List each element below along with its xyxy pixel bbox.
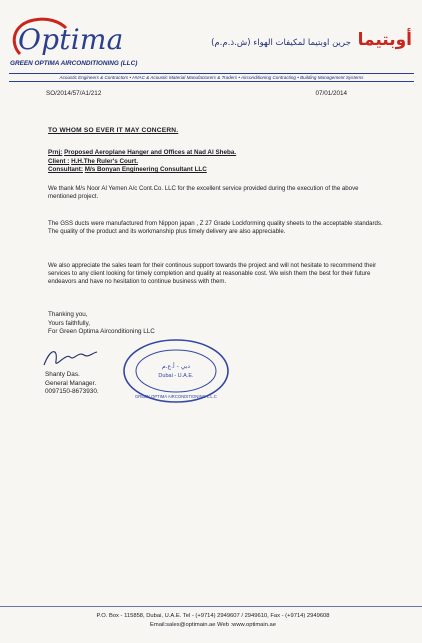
project-value: Proposed Aeroplane Hanger and Offices at Nad Al Sheba. xyxy=(64,149,237,156)
footer-divider xyxy=(0,606,422,607)
letter-footer xyxy=(48,612,378,629)
svg-text:GREEN OPTIMA AIRCONDITIONING L: GREEN OPTIMA AIRCONDITIONING L.L.C xyxy=(135,394,217,399)
project-label: Prnj: xyxy=(48,149,63,156)
company-name-arabic-text: جرين اوبتيما لمكيفات الهواء (ش.ذ.م.م) xyxy=(211,38,351,48)
signer-block xyxy=(45,371,99,397)
paragraph-quality: The GSS ducts were manufactured from Nippon japan , Z 27 Grade Lockforming quality sheets to the acceptable standards. The quality of the product and its workmanship plus timely delivery are also appreciable. xyxy=(48,220,383,235)
client-label: Client : xyxy=(48,157,70,165)
closing-company: For Green Optima Airconditioning LLC xyxy=(48,328,155,335)
project-details xyxy=(48,149,236,175)
company-stamp xyxy=(121,337,231,405)
services-strip: Acoustic Engineers & Contractors • HVAC & Acoustic Material Manufacturers & Traders • Airconditioning Contracting • Building Management Systems xyxy=(9,73,414,82)
signer-phone: 0097150-8673930. xyxy=(45,388,99,395)
handwritten-signature xyxy=(40,343,100,373)
consultant-value: M/s Bonyan Engineering Consultant LLC xyxy=(84,166,207,173)
project-line xyxy=(48,149,236,158)
signer-name: Shanty Das. xyxy=(45,371,80,378)
letter-date: 07/01/2014 xyxy=(315,90,347,97)
signer-title: General Manager. xyxy=(45,379,97,387)
footer-contact: Email:sales@optimain.ae Web :www.optimain.ae xyxy=(150,621,276,628)
closing-thanks: Thanking you, xyxy=(48,311,88,318)
paragraph-recommendation: We also appreciate the sales team for their continous support towards the project and will not hesitate to recommend their services to any client looking for timely completion and quality at reasonable cost. We wish them the best for their future endeavors and have no hesitation to continue business with them. xyxy=(48,262,377,285)
brand-name-arabic: أوبتيما xyxy=(357,30,412,50)
closing-block xyxy=(48,311,155,337)
consultant-line xyxy=(48,166,236,175)
logo-wordmark: Optima xyxy=(18,23,124,56)
svg-text:Dubai - U.A.E.: Dubai - U.A.E. xyxy=(158,373,194,379)
consultant-label: Consultant: xyxy=(48,166,83,173)
client-value: H.H.The Ruler's Court. xyxy=(71,157,139,165)
paragraph-thanks: We thank M/s Noor Al Yemen A/c Cont.Co. LLC for the excellent service provided during the execution of the above mentioned project. xyxy=(48,185,359,200)
letter-heading: TO WHOM SO EVER IT MAY CONCERN. xyxy=(48,127,179,134)
closing-salutation: Yours faithfully, xyxy=(48,319,91,327)
client-line xyxy=(48,158,236,167)
reference-number: SO/2014/57/A1/212 xyxy=(46,90,102,97)
footer-address: P.O. Box - 115858, Dubai, U.A.E. Tel - (+9714) 2949607 / 2949610, Fax - (+9714) 2949608 xyxy=(96,613,330,619)
company-name-arabic xyxy=(211,30,412,50)
company-name-english: GREEN OPTIMA AIRCONDITIONING (LLC) xyxy=(10,60,138,67)
svg-text:دبي - أ.ع.م: دبي - أ.ع.م xyxy=(161,363,191,370)
